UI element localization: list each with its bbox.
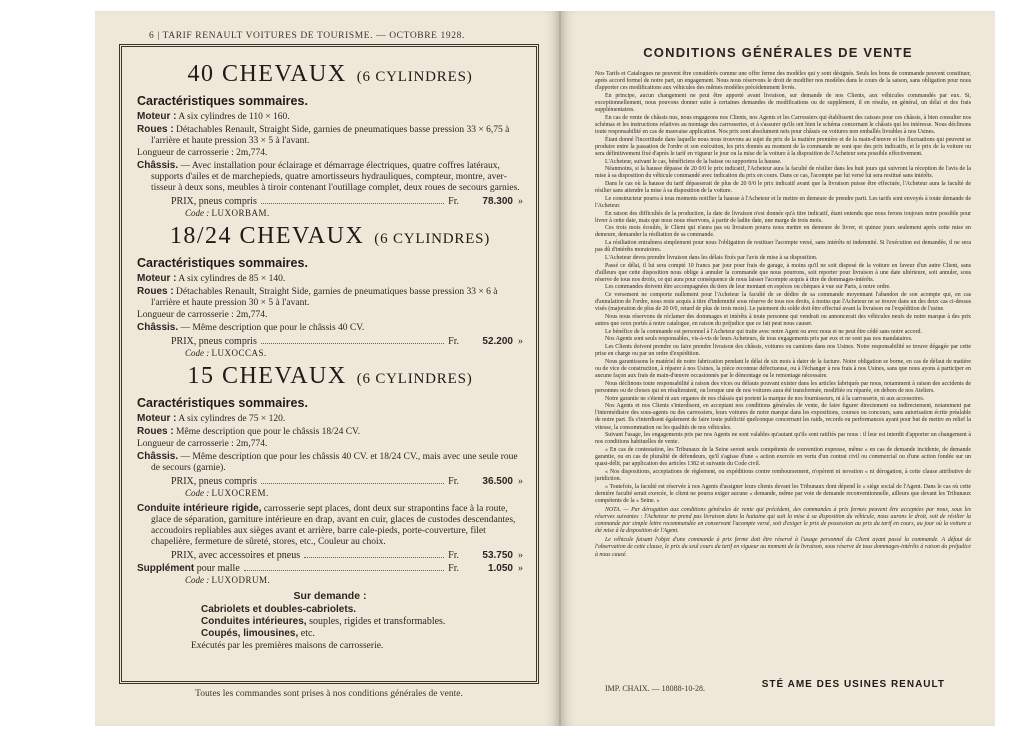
condition-paragraph: « Toutefois, la faculté est réservée à nos Agents d'assigner leurs clients devant les Tribunaux dont dépend le « siège social de l'Agent. Dans le cas où cette dernière faculté serait exercée, le client ne pourra exiger aucune « demande, même par voie de demande reconventionnelle, ailleurs que devant les Tribunaux compétents de la « Seine. » bbox=[595, 483, 971, 504]
model-18-24cv bbox=[137, 223, 523, 358]
supplement-row: Supplément pour malle Fr. 1.050 » bbox=[137, 563, 523, 574]
spec-roues: Roues : Même description que pour le châssis 18/24 CV. bbox=[137, 426, 361, 437]
model-cylinders: (6 CYLINDRES) bbox=[356, 69, 473, 85]
price-row: PRIX, avec accessoires et pneus Fr. 53.750 » bbox=[171, 550, 523, 561]
spec-chassis: Châssis. — Avec installation pour éclairage et démarrage électriques, quatre coffres latéraux, supports d'ailes et de marchepieds, quatre amortisseurs hydrauliques, compteur, montre, avertisseur à deux sons, meubles à tiroir contenant l'outillage complet, deux roues de secours garnies. bbox=[137, 160, 520, 193]
price-row: PRIX, pneus compris Fr. 52.200 » bbox=[171, 336, 523, 347]
condition-paragraph: Nous déclinons toute responsabilité à raison des vices ou défauts pouvant exister dans les articles fabriqués par nous, notamment à raison des accidents de personnes ou de choses qui en résulteraient, ou lorsque une de nos voitures aura été transformée, modifiée ou réparée, en dehors de nos Ateliers. bbox=[595, 380, 971, 394]
condition-paragraph: Les Clients doivent prendre ou faire prendre livraison des châssis, voitures ou camions dans nos Usines. Notre responsabilité se trouve dégagée par cette prise en charge ou par un ordre d'expédition. bbox=[595, 344, 971, 358]
company-name: STÉ AME DES USINES RENAULT bbox=[761, 679, 945, 690]
condition-paragraph: Les commandes doivent être accompagnées du tiers de leur montant en espèces ou chèques à vue sur Paris, à notre ordre. bbox=[605, 284, 891, 291]
footnote: Toutes les commandes sont prises à nos conditions générales de vente. bbox=[195, 689, 463, 699]
condition-paragraph: En principe, aucun changement ne peut être apporté avant livraison, sur demande de nos Clients, aux véhicules commandés par eux. Si, exceptionnellement, nous pouvons donner suite à certaines demandes de modifications ou de supplément, il en résulte, en général, un délai et des frais supplémentaires. bbox=[595, 92, 971, 114]
condition-paragraph: Le bénéfice de la commande est personnel à l'Acheteur qui traite avec notre Agent ou avec nous et ne peut être cédé sans notre accord. bbox=[605, 328, 922, 335]
demande-item: Coupés, limousines, etc. bbox=[201, 628, 315, 639]
nota-paragraph: Le véhicule faisant l'objet d'une commande à prix ferme doit être réservé à l'usage personnel du Client ayant passé la commande. A défaut de l'observation de cette clause, le prix du seul cours du tarif en vigueur au moment de la livraison, sous réserve de tous dommages-intérêts à raison du préjudice à nous causé. bbox=[595, 537, 971, 558]
order-code: Code : LUXOCCAS. bbox=[185, 348, 267, 358]
condition-paragraph: Nos Agents et nos Clients s'interdisent, en acceptant nos conditions générales de vente, de faire figurer directement ou indirectement, notamment par l'intermédiaire des sous-agents ou des carrossiers, leurs voitures de notre marque dans les expositions, courses ou concours, sans autorisation écrite préalable de notre part. Ils s'interdisent également de faire toute publicité quelconque concernant les raids, records ou performances ayant pour but de mettre en relief la vitesse, la consommation ou les qualités de nos véhicules. bbox=[595, 403, 971, 431]
condition-paragraph: Nos Agents sont seuls responsables, vis-à-vis de leurs Acheteurs, de tous engagements pris par eux et ne sont pas nos mandataires. bbox=[605, 336, 913, 343]
condition-paragraph: « En cas de contestation, les Tribunaux de la Seine seront seuls compétents de convention expresse, même « en cas de demande incidente, de demande garantie, ou en cas de pluralité de défendeurs, qu'il s'agisse d'une « action exercée en vertu d'un contrat civil ou commercial ou d'une action fondée sur un quasi-délit, par application des articles 1382 et suivants du Code civil. bbox=[595, 447, 971, 468]
condition-paragraph: En raison des difficultés de la production, la date de livraison n'est donnée qu'à titre indicatif, étant entendu que nous ferons toujours notre possible pour livrer à cette date, mais que nous nous réservons, à partir de ladite date, une marge de trois mois. bbox=[595, 210, 971, 224]
order-code: Code : LUXORBAM. bbox=[185, 208, 270, 218]
conduite-interieure: Conduite intérieure rigide, carrosserie sept places, dont deux sur strapontins face à la route, glace de séparation, garniture intérieure en drap, avant en cuir, glaces de custodes descendantes, accoudoirs repliables aux sièges avant et arrière, barre cale-pieds, porte-couverture, filet chapelière, fermeture de sûreté, stores, etc., Couleur au choix. bbox=[137, 503, 516, 547]
condition-paragraph: Ces trois mois écoulés, le Client qui n'aura pas eu livraison pourra nous mettre en demeure de livrer, et quinze jours seulement après cette mise en demeure, demander la résiliation de sa commande. bbox=[595, 225, 971, 239]
condition-paragraph: Suivant l'usage, les engagements pris par nos Agents ne sont valables qu'autant qu'ils sont ratifiés par nous : il leur est interdit d'apporter un changement à nos conditions habituelles de vente. bbox=[595, 432, 971, 446]
left-page bbox=[95, 11, 559, 726]
page-header: 6 | TARIF RENAULT VOITURES DE TOURISME. — OCTOBRE 1928. bbox=[149, 31, 465, 41]
condition-paragraph: Ce versement ne comporte nullement pour l'Acheteur la faculté de se dédire de sa commande moyennant l'abandon de son acompte qui, en cas d'annulation de l'ordre, nous reste acquis à titre d'indemnité sous réserve de tous nos droits, à moins que l'Acheteur ne se trouve dans un des deux cas ci-dessus visés (majoration de plus de 20 0/0, retard de plus de trois mois). Le paiement du solde doit être effectué avant la livraison ou l'expédition de l'usine. bbox=[595, 292, 971, 313]
price-value: 36.500 bbox=[482, 476, 513, 487]
condition-paragraph: Nous nous réservons de réclamer des dommages et intérêts à toute personne qui vendrait ou annoncerait des véhicules neufs de notre marque à des prix autres que ceux portés à notre catalogue, en raison du préjudice que ce fait peut nous causer. bbox=[595, 314, 971, 328]
model-15cv bbox=[137, 363, 523, 498]
condition-paragraph: L'Acheteur, suivant le cas, bénéficiera de la baisse ou supportera la hausse. bbox=[605, 158, 782, 165]
sur-demande-title: Sur demande : bbox=[293, 590, 367, 602]
conditions-title: CONDITIONS GÉNÉRALES DE VENTE bbox=[643, 45, 913, 60]
spec-longueur: Longueur de carrosserie : 2m,774. bbox=[137, 148, 268, 158]
price-value: 1.050 bbox=[487, 563, 513, 574]
section-title: Caractéristiques sommaires. bbox=[137, 94, 308, 108]
condition-paragraph: Notre garantie ne s'étend ni aux organes de nos châssis qui portent la marque de nos fournisseurs, ni à la carrosserie, ni aux accessoires. bbox=[605, 395, 925, 402]
conditions-paragraphs bbox=[595, 71, 971, 505]
price-row: PRIX, pneus compris Fr. 36.500 » bbox=[171, 476, 523, 487]
condition-paragraph: « Nos dispositions, acceptations de règlement, ou expéditions contre remboursement, n'opèrent ni novation « ni dérogation, à cette clause attributive de juridiction. bbox=[595, 468, 971, 482]
condition-paragraph: La résiliation entraînera simplement pour nous l'obligation de restituer l'acompte versé, sans intérêts ni indemnité. Si l'exécution est demandée, il ne sera pas dû d'intérêts moratoires. bbox=[595, 240, 971, 254]
model-title: 40 CHEVAUX bbox=[187, 61, 347, 87]
spec-chassis: Châssis. — Même description que pour les châssis 40 CV. et 18/24 CV., mais avec une seule roue de secours (garnie). bbox=[137, 451, 518, 473]
condition-paragraph: Néanmoins, si la hausse dépasse de 20 0/0 le prix indicatif, l'Acheteur aura la faculté de résilier dans les huit jours qui suivront la réception de l'avis de la mise à sa disposition du véhicule commandé avec indication du prix en cours. Dans ce cas, l'acompte par lui versé lui sera restitué sans intérêts. bbox=[595, 166, 971, 180]
spec-moteur: Moteur : A six cylindres de 110 × 160. bbox=[137, 111, 290, 122]
condition-paragraph: Nous garantissons le matériel de notre fabrication pendant le délai de six mois à dater de la facture. Notre obligation se borne, en cas de défaut de matière ou de vice de construction, à réparer à nos Usines, la pièce reconnue défectueuse, ou à l'échanger à nos frais à nos Usines, sans que nous ayons à participer en aucune façon aux frais de main-d'œuvre occasionnés par le démontage ou le remontage nécessaire. bbox=[595, 358, 971, 380]
order-code: Code : LUXODRUM. bbox=[185, 575, 271, 585]
spec-chassis: Châssis. — Même description que pour le châssis 40 CV. bbox=[137, 322, 365, 333]
conditions-text bbox=[595, 71, 971, 559]
condition-paragraph: Passé ce délai, il lui sera compté 10 francs par jour pour frais de garage, à moins qu'il ne soit disposé de la voiture en faveur d'un autre Client, sans d'ailleurs que cette disposition nous oblige à annuler la commande que nous pourrons, soit reporter pour livraison à une date ultérieure, soit annuler, sous réserve de tous nos droits, ce qui aura pour conséquence de nous laisser l'acompte acquis à titre de dommages-intérêts. bbox=[595, 262, 971, 283]
section-title: Caractéristiques sommaires. bbox=[137, 256, 308, 270]
spec-longueur: Longueur de carrosserie : 2m,774. bbox=[137, 439, 268, 449]
price-list bbox=[137, 61, 523, 652]
condition-paragraph: Étant donné l'incertitude dans laquelle nous nous trouvons au sujet du prix de la matière première et de la main-d'œuvre et les fluctuations qui peuvent se produire entre la passation de l'ordre et son exécution, les prix donnés au moment de la commande ne sont que des prix indicatifs, et le prix de la voiture ou sera définitivement fixé d'après le tarif en vigueur le jour ou la mise de la voiture à la disposition de l'Acheteur sera possible effectivement. bbox=[595, 136, 971, 157]
spec-moteur: Moteur : A six cylindres de 85 × 140. bbox=[137, 273, 286, 284]
order-code: Code : LUXOCREM. bbox=[185, 488, 269, 498]
condition-paragraph: Le constructeur pourra à tous moments notifier la hausse à l'Acheteur et le mettre en demeure de prendre parti. Les tarifs sont envoyés à toute demande de l'Acheteur. bbox=[595, 195, 971, 209]
model-cylinders: (6 CYLINDRES) bbox=[356, 371, 473, 387]
section-title: Caractéristiques sommaires. bbox=[137, 396, 308, 410]
demande-item: Conduites intérieures, souples, rigides et transformables. bbox=[201, 616, 446, 627]
condition-paragraph: Dans le cas où la hausse du tarif dépasserait de plus de 20 0/0 le prix indicatif avant que la livraison puisse être effectuée, l'Acheteur aura la faculté de résilier sans attendre la mise à sa disposition de la voiture. bbox=[595, 180, 971, 195]
model-title: 15 CHEVAUX bbox=[187, 363, 347, 389]
price-value: 78.300 bbox=[482, 196, 513, 207]
model-40cv bbox=[137, 61, 523, 218]
spec-longueur: Longueur de carrosserie : 2m,774. bbox=[137, 310, 268, 320]
nota-block bbox=[595, 507, 971, 559]
condition-paragraph: Nos Tarifs et Catalogues ne peuvent être considérés comme une offre ferme des modèles qui y sont désignés. Seuls les bons de commande peuvent constituer, après accord formel de notre part, un engagement. Nous nous réservons le droit de modifier nos modèles dans le cours de la saison, sans obligation pour nous d'apporter ces modifications aux véhicules des mêmes modèles précédemment livrés. bbox=[595, 71, 971, 92]
nota-paragraph: NOTA. — Par dérogation aux conditions générales de vente qui précèdent, des commandes à prix fermes peuvent être acceptées par nous, sous les réserves suivantes : l'Acheteur ne prend pas livraison dans la huitaine qui suit la mise à sa disposition du véhicule, nous aurons le droit, soit de résilier la commande par simple lettre recommandée en conservant l'acompte versé, soit d'exiger le prix de possession au prix du tarif en cours, au jour où la voiture a été mise à la disposition de l'Agent. bbox=[595, 506, 971, 535]
right-page bbox=[561, 11, 995, 726]
model-title: 18/24 CHEVAUX bbox=[169, 223, 365, 249]
price-value: 52.200 bbox=[482, 336, 513, 347]
demande-item: Cabriolets et doubles-cabriolets. bbox=[201, 604, 357, 615]
spec-roues: Roues : Détachables Renault, Straight Side, garnies de pneumatiques basse pression 33 × 6 à l'arrière et haute pression 30 × 5 à l'avant. bbox=[137, 286, 498, 308]
spec-roues: Roues : Détachables Renault, Straight Side, garnies de pneumatiques basse pression 33 × 6,75 à l'arrière et haute pression 33 × 5 à l'avant. bbox=[137, 124, 510, 146]
model-cylinders: (6 CYLINDRES) bbox=[374, 231, 491, 247]
printer-imprint: IMP. CHAIX. — 18088-10-28. bbox=[605, 684, 705, 693]
price-row: PRIX, pneus compris Fr. 78.300 » bbox=[171, 196, 523, 207]
price-value: 53.750 bbox=[482, 550, 513, 561]
condition-paragraph: En cas de vente de châssis nus, nous engageons nos Clients, nos Agents et les Carrossiers qui établissent des caisses pour ces châssis, à bien consulter nos schémas et les instructions relatives au montage des carrosseries, et à s'assurer qu'ils ont bien le schéma concernant le châssis qui les intéresse. Nous déclinons toute responsabilité en cas de mauvaise application. Nos prix sont absolument nets pour châssis ou voitures non emballés livrables à nos Usines. bbox=[595, 114, 971, 135]
condition-paragraph: L'Acheteur devra prendre livraison dans les délais fixés par l'avis de mise à sa disposition. bbox=[605, 254, 818, 261]
spec-moteur: Moteur : A six cylindres de 75 × 120. bbox=[137, 413, 286, 424]
demande-note: Exécutés par les premières maisons de carrosserie. bbox=[191, 641, 384, 651]
